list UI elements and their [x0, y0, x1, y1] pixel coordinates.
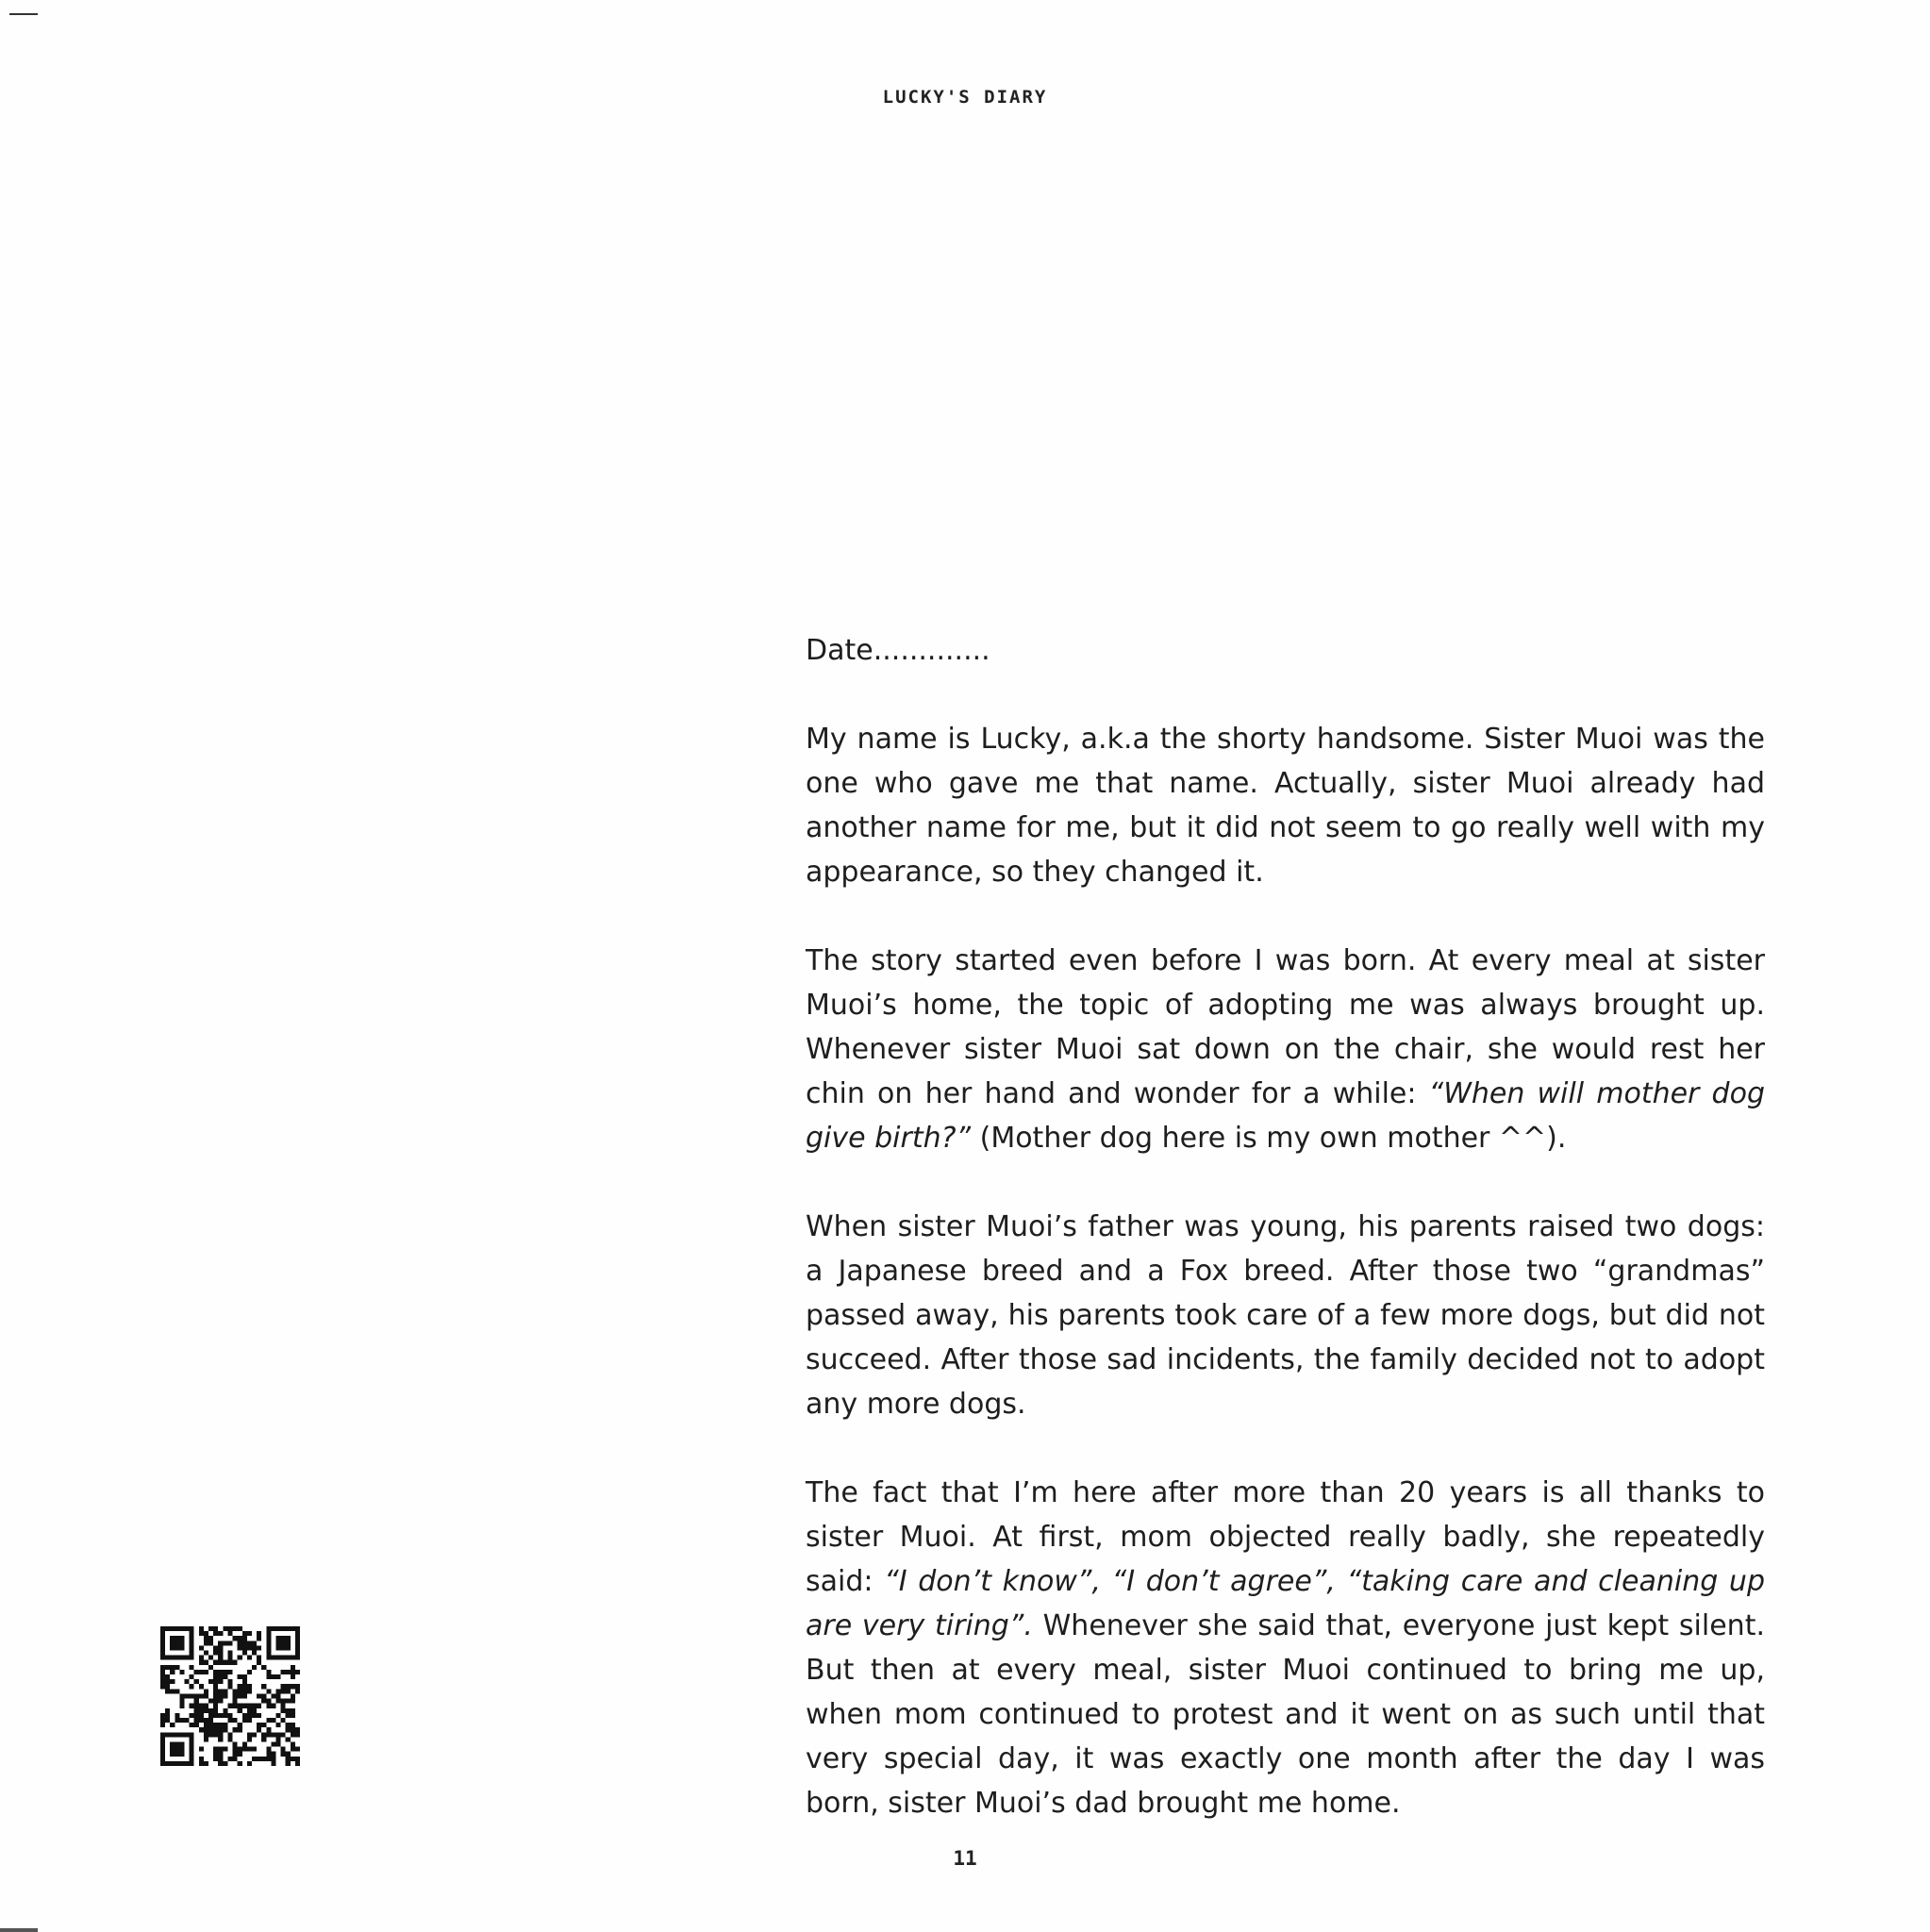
scan-edge-mark: [9, 13, 38, 15]
diary-paragraph: [806, 717, 1765, 894]
quoted-speech: “When will mother dog give birth?”: [806, 1077, 1765, 1155]
diary-paragraph: [806, 1205, 1765, 1426]
page-number: 11: [953, 1847, 977, 1870]
qr-code-icon[interactable]: [160, 1626, 300, 1766]
paragraph-text: (Mother dog here is my own mother ^^).: [971, 1122, 1567, 1155]
date-label: Date.............: [806, 634, 990, 667]
quoted-speech: “I don’t know”, “I don’t agree”, “taking care and cleaning up are very tiring”.: [806, 1565, 1765, 1642]
paragraph-text: When sister Muoi’s father was young, his parents raised two dogs: a Japanese breed and a Fox breed. After those two “grandmas” passed away, his parents took care of a few more dogs, but did not succeed. After those sad incidents, the family decided not to adopt any more dogs.: [806, 1210, 1765, 1421]
paragraph-text: My name is Lucky, a.k.a the shorty handsome. Sister Muoi was the one who gave me that name. Actually, sister Muoi already had another name for me, but it did not seem to go really well with my appearance, so they changed it.: [806, 723, 1765, 889]
diary-paragraph: [806, 1471, 1765, 1825]
diary-paragraphs: [806, 717, 1765, 1825]
paragraph-text: Whenever she said that, everyone just kept silent. But then at every meal, sister Muoi continued to bring me up, when mom continued to protest and it went on as such until that very special day, it was exactly one month after the day I was born, sister Muoi’s dad brought me home.: [806, 1609, 1765, 1820]
diary-paragraph: [806, 939, 1765, 1160]
paragraph-text: The fact that I’m here after more than 20 years is all thanks to sister Muoi. At first, mom objected really badly, she repeatedly said:: [806, 1476, 1765, 1598]
scan-edge-mark: [0, 1928, 38, 1932]
diary-entry: [806, 628, 1765, 1825]
paragraph-text: The story started even before I was born. At every meal at sister Muoi’s home, the topic of adopting me was always brought up. Whenever sister Muoi sat down on the chair, she would rest her chin on her hand and wonder for a while:: [806, 944, 1765, 1110]
running-header: LUCKY'S DIARY: [882, 87, 1048, 108]
